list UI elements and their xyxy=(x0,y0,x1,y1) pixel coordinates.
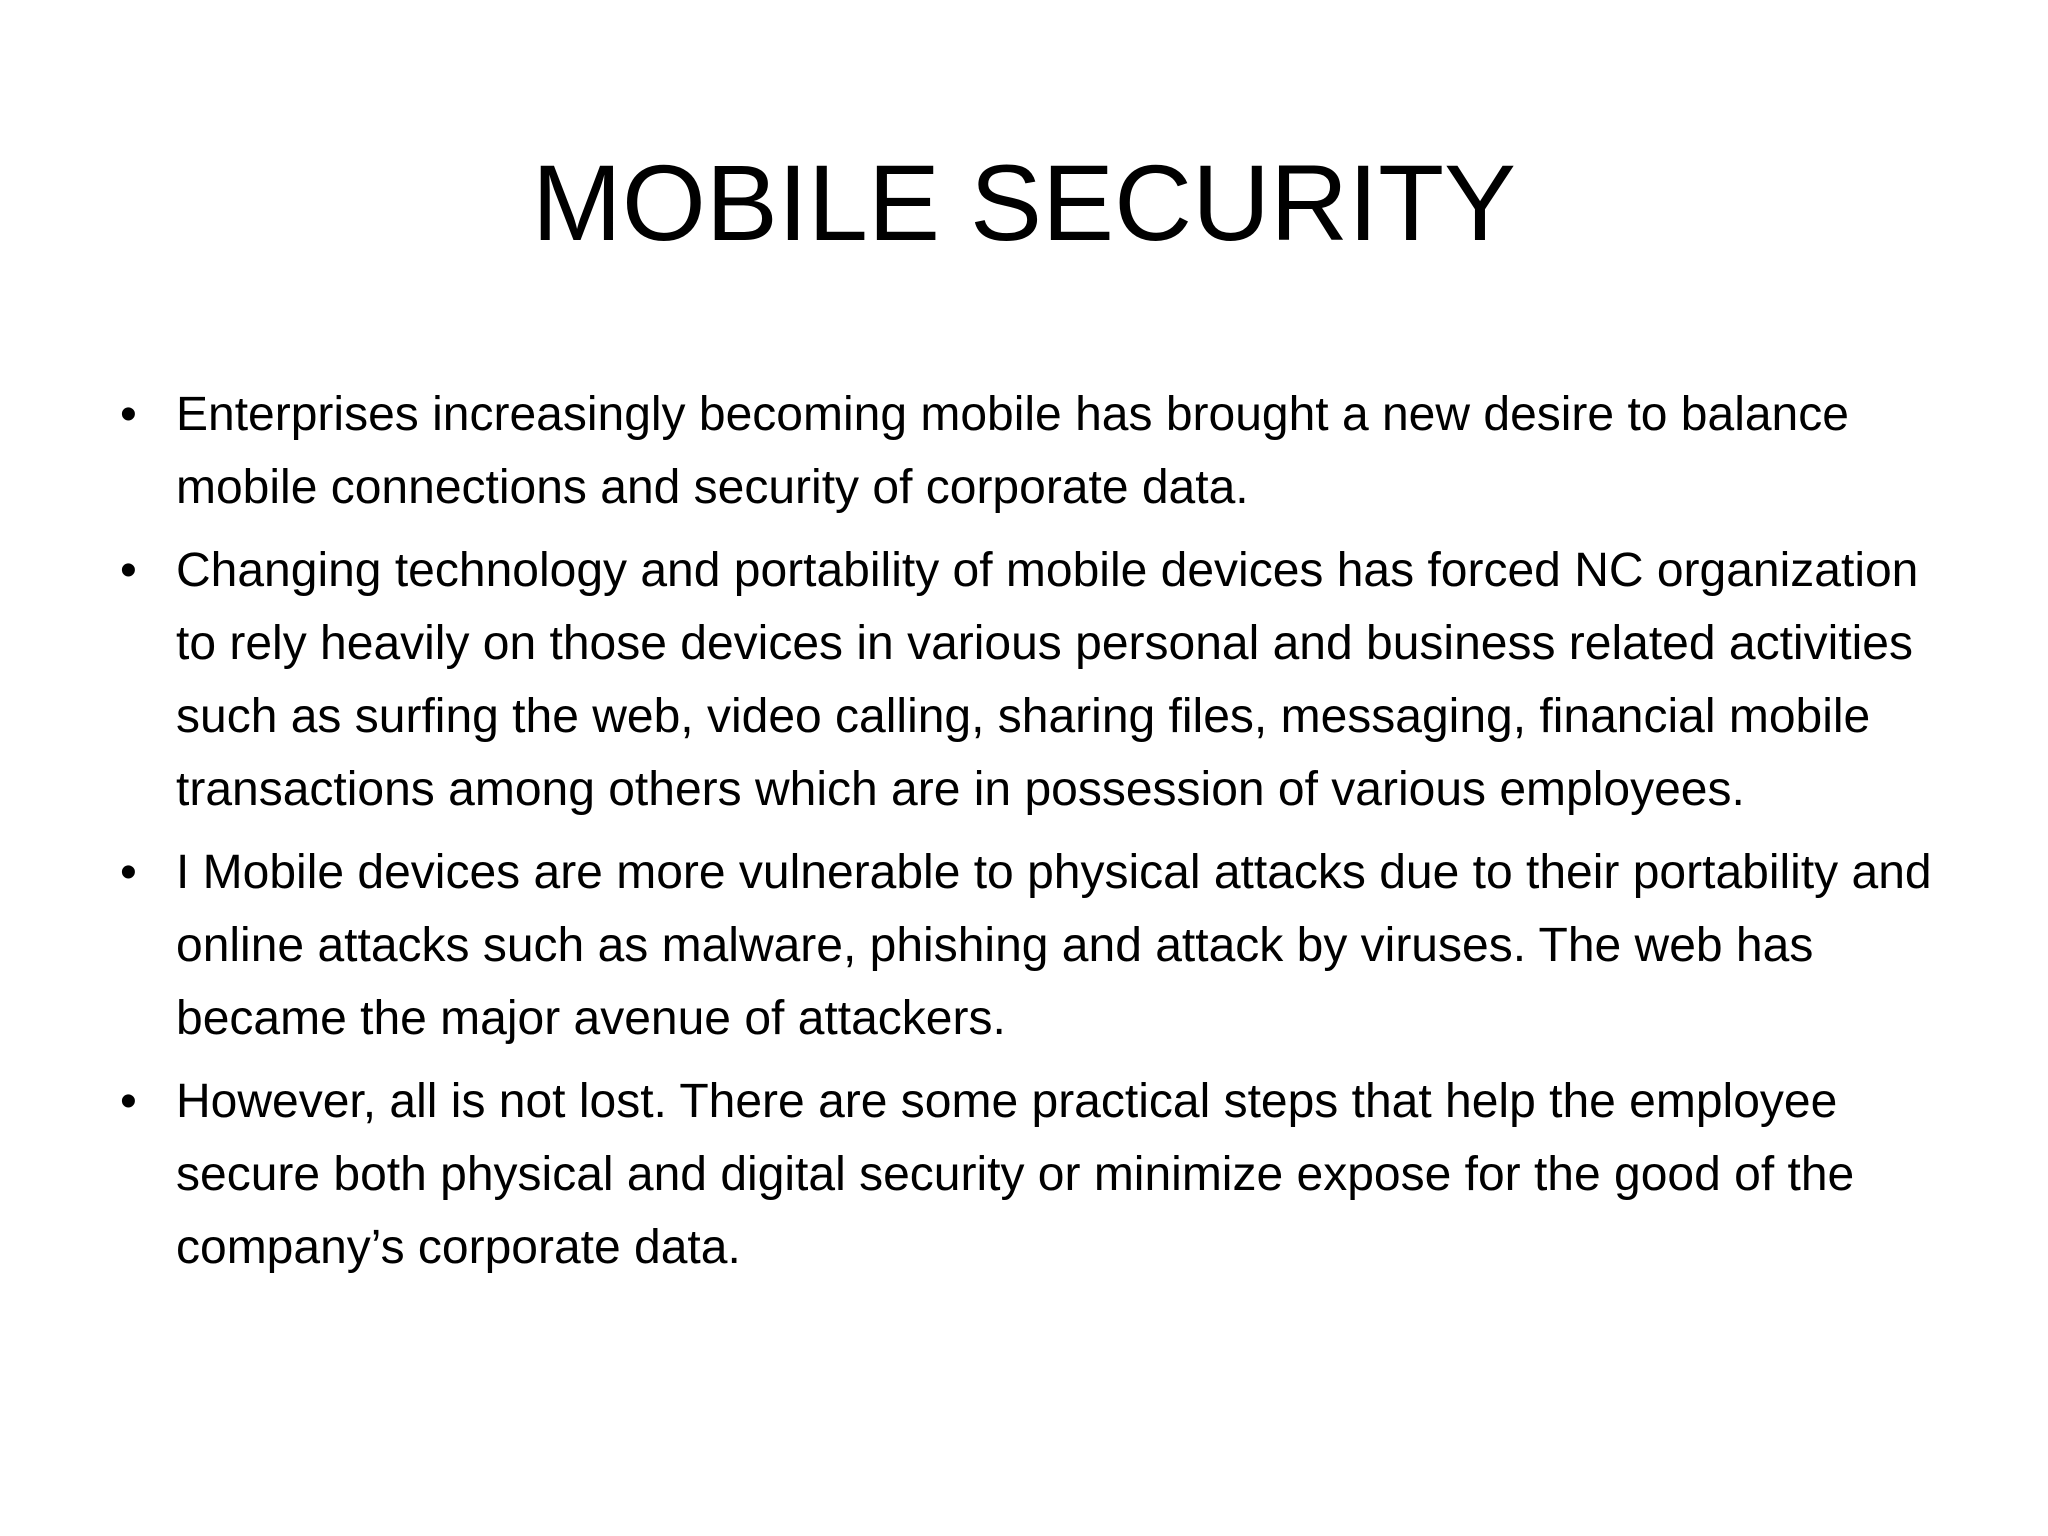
bullet-text: Enterprises increasingly becoming mobile has brought a new desire to balance mobile connections and security of corporate data. xyxy=(176,388,1849,514)
bullet-text: I Mobile devices are more vulnerable to physical attacks due to their portability and online attacks such as malware, phishing and attack by viruses. The web has became the major avenue of attackers. xyxy=(176,846,1932,1045)
bullet-icon: • xyxy=(120,388,137,441)
bullet-item xyxy=(120,1065,1950,1284)
bullet-text: Changing technology and portability of mobile devices has forced NC organization to rely heavily on those devices in various personal and business related activities such as surfing the web, video calling, sharing files, messaging, financial mobile transactions among others which are in possession of various employees. xyxy=(176,544,1919,816)
bullet-text: However, all is not lost. There are some practical steps that help the employee secure both physical and digital security or minimize expose for the good of the company’s corporate data. xyxy=(176,1075,1855,1274)
bullet-item xyxy=(120,836,1950,1055)
bullet-icon: • xyxy=(120,1075,137,1128)
slide-title: MOBILE SECURITY xyxy=(531,142,1517,263)
bullet-item xyxy=(120,378,1950,524)
bullet-list xyxy=(120,378,1950,1294)
bullet-item xyxy=(120,534,1950,826)
bullet-icon: • xyxy=(120,846,137,899)
bullet-icon: • xyxy=(120,544,137,597)
